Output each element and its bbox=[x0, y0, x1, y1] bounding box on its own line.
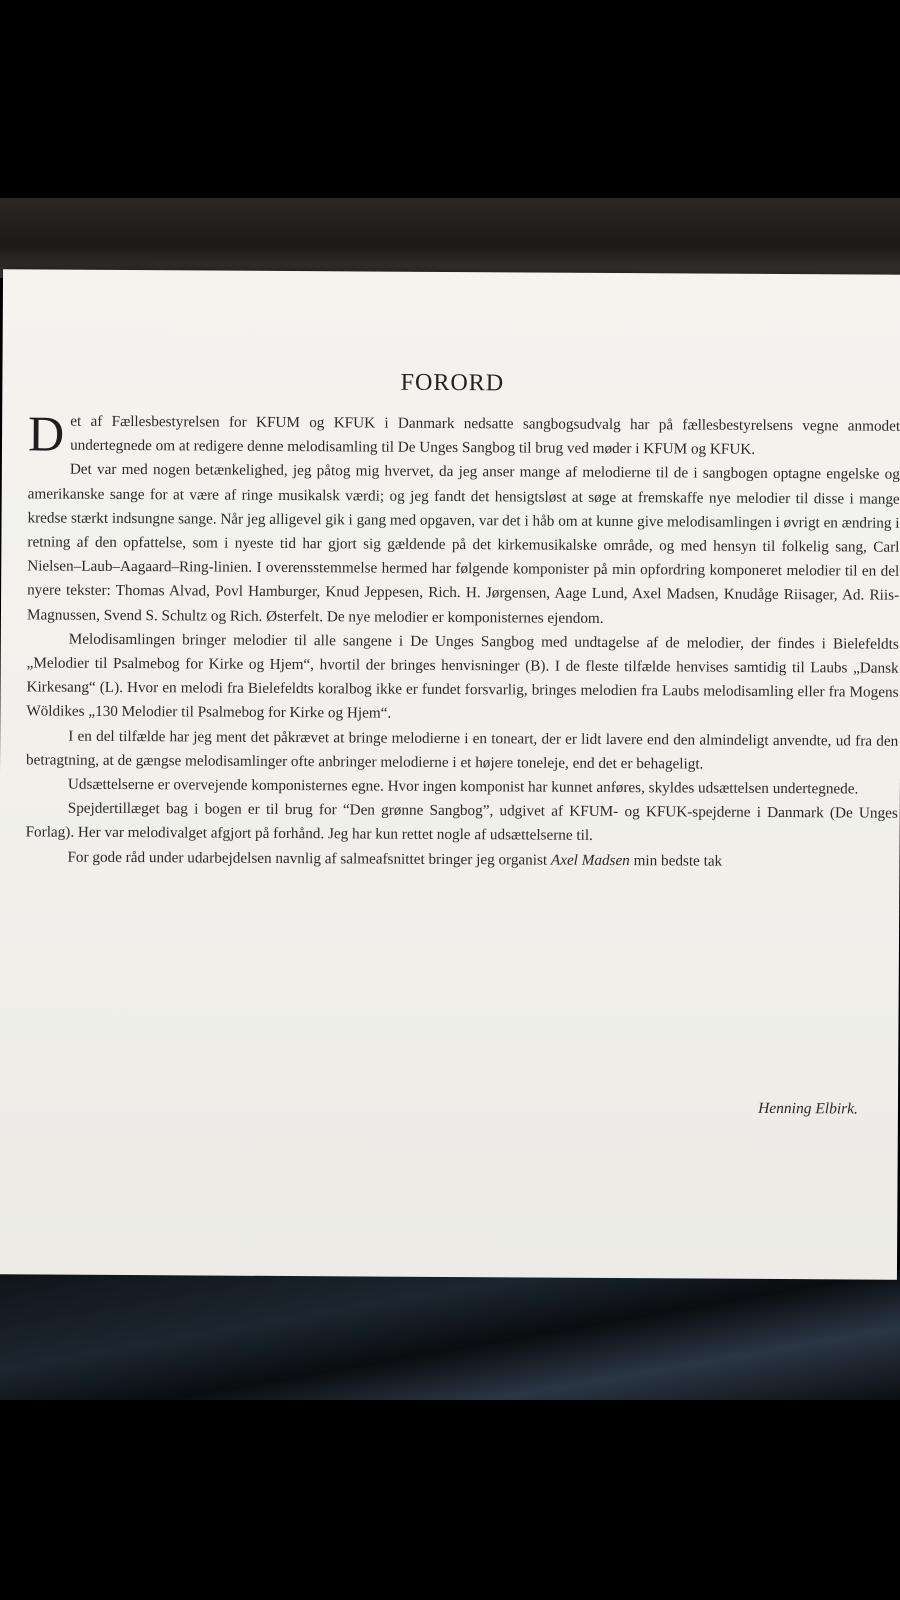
paragraph-7-after: min bedste tak bbox=[629, 851, 723, 870]
paragraph-4: I en del tilfælde har jeg ment det påkrævet at bringe melodierne i en toneart, der er lidt lavere end den almindeligt anvendte, ud fra den betragtning, at de gængse melodisamlinger ofte anbringer melodierne i et højere toneleje, end det er behageligt. bbox=[26, 727, 899, 773]
paragraph-7 bbox=[25, 845, 897, 875]
background-bottom bbox=[0, 1270, 900, 1400]
signature: Henning Elbirk. bbox=[758, 1099, 859, 1118]
background-top bbox=[0, 198, 900, 278]
drop-cap: D bbox=[27, 405, 65, 462]
document-body bbox=[25, 405, 900, 874]
paragraph-7-before: For gode råd under udarbejdelsen navnlig af salmeafsnittet bringer jeg organist bbox=[67, 848, 552, 869]
paragraph-3: Melodisamlingen bringer melodier til alle sangene i De Unges Sangbog med undtagelse af de melodier, der findes i Bielefeldts „Melodier til Psalmebog for Kirke og Hjem“, hvortil der bringes henvisninger (B). I de fleste tilfælde henvises samtidig til Laubs „Dansk Kirkesang“ (L). Hvor en melodi fra Bielefeldts koralbog ikke er fundet forsvarlig, bringes melodien fra Laubs melodisamling eller fra Mogens Wöldikes „130 Melodier til Psalmebog for Kirke og Hjem“. bbox=[26, 630, 899, 723]
paragraph-2: Det var med nogen betænkelighed, jeg påtog mig hvervet, da jeg anser mange af melodierne til de i sangbogen optagne engelske og amerikanske sange for at være af ringe musikalsk værdi; og jeg fandt det hensigtsløst at søge at fremskaffe nye melodier til disse i mange kredse stærkt indsungne sange. Når jeg alligevel gik i gang med opgaven, var det i håb om at kunne give melodisamlingen i øvrigt en ændring i retning af den opfattelse, som i nyeste tid har gjort sig gældende på det kirkemusikalske område, og med hensyn til folkelig sang, Carl Nielsen–Laub–Aagaard–Ring-linien. I overensstemmelse hermed har følgende komponister på min opfordring komponeret melodier til en del nyere tekster: Thomas Alvad, Povl Hamburger, Knud Jeppesen, Rich. H. Jørgensen, Aage Lund, Axel Madsen, Knudåge Riisager, Ad. Riis-Magnussen, Svend S. Schultz og Rich. Østerfelt. De nye melodier er komponisternes ejendom. bbox=[26, 461, 900, 627]
paragraph-6: Spejdertillæget bag i bogen er til brug for “Den grønne Sangbog”, udgivet af KFUM- og KFUK-spejderne i Danmark (De Unges Forlag). Her var melodivalget afgjort på forhånd. Jeg har kun rettet nogle af udsættelserne til. bbox=[25, 799, 898, 845]
paragraph-5: Udsættelserne er overvejende komponisternes egne. Hvor ingen komponist har kunnet anføres, skyldes udsættelsen undertegnede. bbox=[67, 775, 859, 798]
document-page bbox=[0, 269, 900, 1279]
organist-name: Axel Madsen bbox=[550, 851, 630, 869]
document-title: FORORD bbox=[400, 369, 505, 397]
paragraph-1-text: et af Fællesbestyrelsen for KFUM og KFUK i Danmark nedsatte sangbogsudvalg har på fællesbestyrelsens vegne anmodet undertegnede om at redigere denne melodisamling til De Unges Sangbog til brug ved møder i KFUM og KFUK. bbox=[70, 412, 900, 459]
paragraph-1 bbox=[27, 405, 900, 463]
